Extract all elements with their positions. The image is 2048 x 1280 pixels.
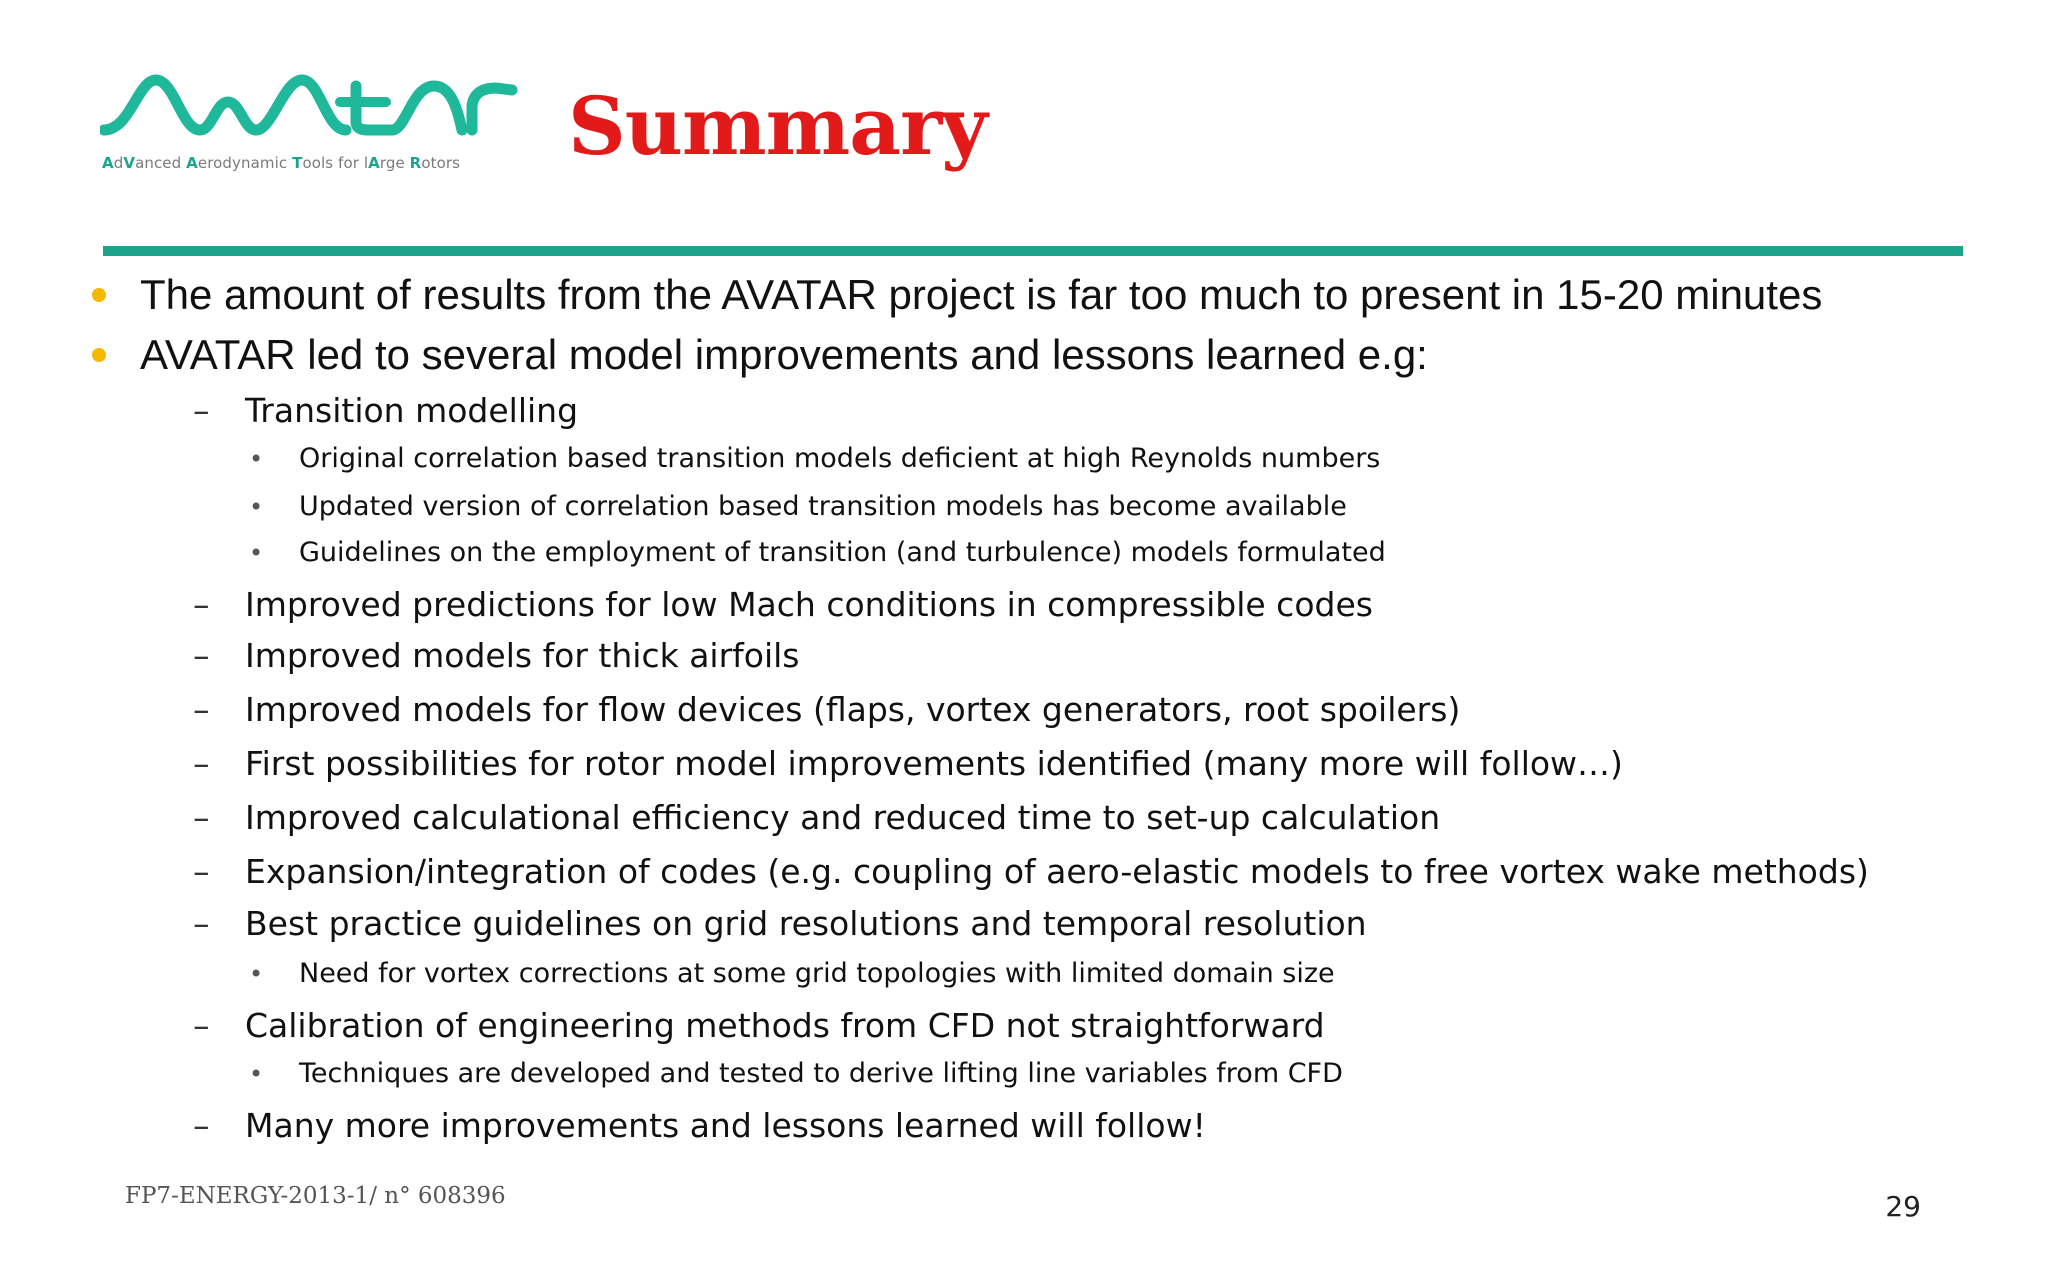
bullet-dot-icon xyxy=(92,288,106,302)
list-item xyxy=(193,797,1441,839)
footer-project-code: FP7-ENERGY-2013-1/ n° 608396 xyxy=(125,1183,506,1209)
list-item xyxy=(193,584,1373,626)
bullet-level1 xyxy=(140,330,1428,380)
sub-list-item xyxy=(249,489,1347,525)
dash-marker: – xyxy=(193,391,210,430)
list-item-text: Transition modelling xyxy=(245,391,579,430)
list-item xyxy=(193,743,1623,785)
list-item xyxy=(193,903,1367,945)
sub-list-item xyxy=(249,441,1381,477)
list-item-text: Calibration of engineering methods from CFD not straightforward xyxy=(245,1006,1325,1045)
avatar-logo xyxy=(100,72,520,182)
list-item-text: Improved models for flow devices (flaps, vortex generators, root spoilers) xyxy=(245,690,1461,729)
sub-list-item-text: Updated version of correlation based transition models has become available xyxy=(299,491,1347,522)
dot-marker: • xyxy=(249,539,264,567)
list-item-text: Improved models for thick airfoils xyxy=(245,636,800,675)
dash-marker: – xyxy=(193,1106,210,1145)
sub-list-item-text: Techniques are developed and tested to derive lifting line variables from CFD xyxy=(299,1058,1343,1089)
bullet-text: AVATAR led to several model improvements and lessons learned e.g: xyxy=(140,331,1428,378)
sub-list-item-text: Guidelines on the employment of transition (and turbulence) models formulated xyxy=(299,537,1386,568)
list-item-text: Improved calculational efficiency and reduced time to set-up calculation xyxy=(245,798,1441,837)
dot-marker: • xyxy=(249,1060,264,1088)
dash-marker: – xyxy=(193,585,210,624)
bullet-text: The amount of results from the AVATAR project is far too much to present in 15-20 minutes xyxy=(140,271,1823,318)
page-number: 29 xyxy=(1885,1190,1921,1223)
bullet-level1 xyxy=(140,270,1822,320)
dash-marker: – xyxy=(193,744,210,783)
sub-list-item xyxy=(249,535,1386,571)
dot-marker: • xyxy=(249,445,264,473)
dash-marker: – xyxy=(193,1006,210,1045)
title-divider xyxy=(103,246,1963,256)
sub-list-item-text: Need for vortex corrections at some grid topologies with limited domain size xyxy=(299,958,1335,989)
dash-marker: – xyxy=(193,798,210,837)
dot-marker: • xyxy=(249,960,264,988)
list-item-text: Expansion/integration of codes (e.g. coupling of aero-elastic models to free vortex wake methods) xyxy=(245,852,1869,891)
dash-marker: – xyxy=(193,690,210,729)
dash-marker: – xyxy=(193,904,210,943)
logo-tagline: AdVanced Aerodynamic Tools for lArge Rotors xyxy=(102,154,461,172)
avatar-wordmark-logo xyxy=(100,72,520,152)
list-item-text: Best practice guidelines on grid resolutions and temporal resolution xyxy=(245,904,1367,943)
dot-marker: • xyxy=(249,493,264,521)
list-item xyxy=(193,851,1869,893)
list-item xyxy=(193,1005,1325,1047)
bullet-dot-icon xyxy=(92,348,106,362)
list-item xyxy=(193,1105,1206,1147)
list-item xyxy=(193,635,800,677)
sub-list-item xyxy=(249,956,1335,992)
list-item-text: Improved predictions for low Mach conditions in compressible codes xyxy=(245,585,1373,624)
list-item-text: First possibilities for rotor model improvements identified (many more will follow…) xyxy=(245,744,1623,783)
dash-marker: – xyxy=(193,636,210,675)
sub-list-item xyxy=(249,1056,1343,1092)
sub-list-item-text: Original correlation based transition models deficient at high Reynolds numbers xyxy=(299,443,1381,474)
list-item xyxy=(193,689,1461,731)
list-item-text: Many more improvements and lessons learned will follow! xyxy=(245,1106,1206,1145)
list-item xyxy=(193,390,579,432)
slide-title: Summary xyxy=(568,79,987,173)
dash-marker: – xyxy=(193,852,210,891)
